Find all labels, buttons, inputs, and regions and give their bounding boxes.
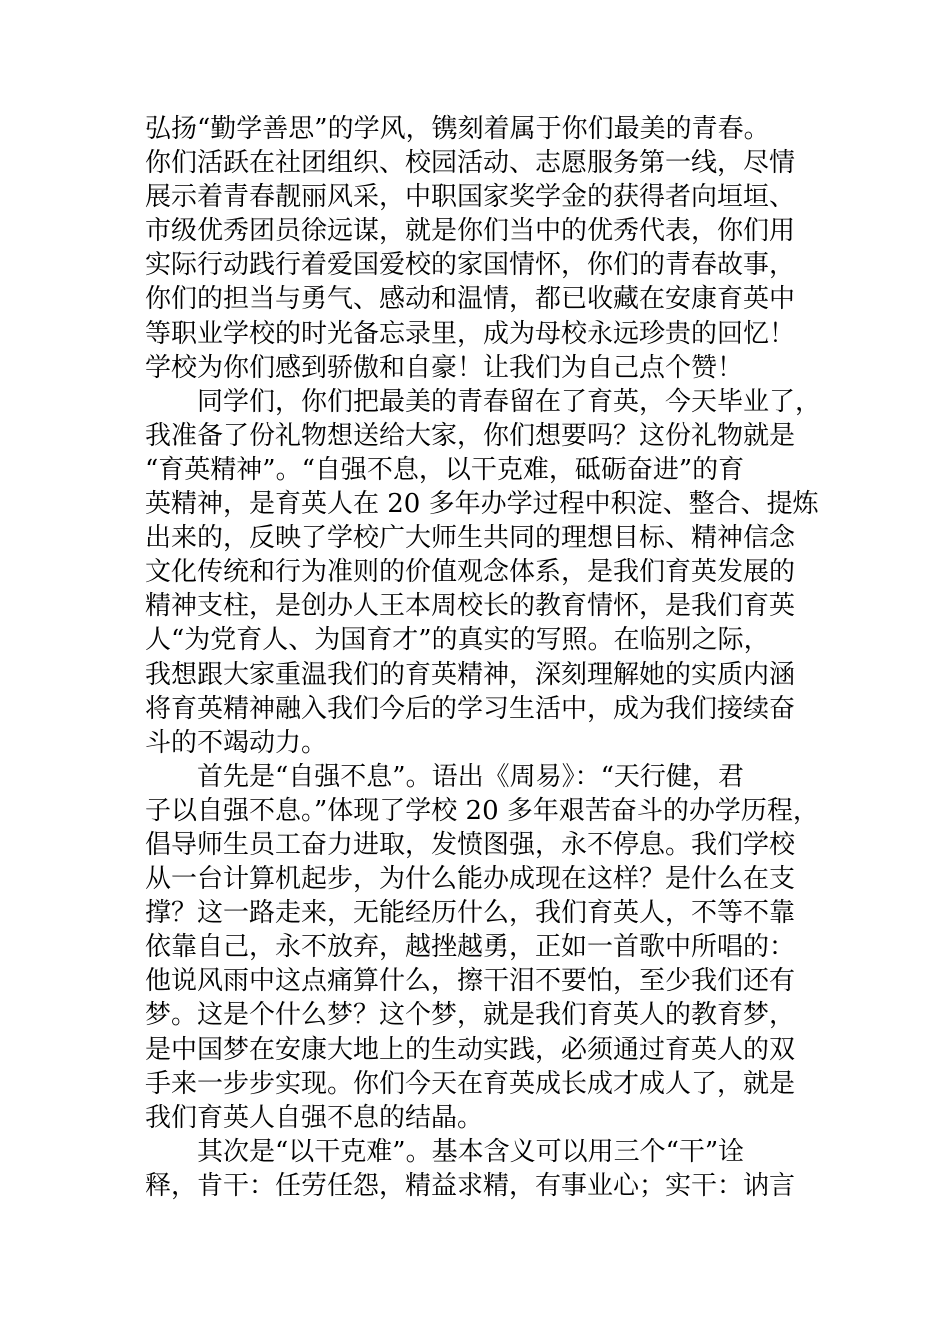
text-line: 释，肯干：任劳任怨，精益求精，有事业心；实干：讷言 [145, 1170, 796, 1201]
text-line: 精神支柱，是创办人王本周校长的教育情怀，是我们育英 [145, 591, 796, 622]
text-line: 等职业学校的时光备忘录里，成为母校永远珍贵的回忆！ [145, 318, 796, 349]
text-line: 展示着青春靓丽风采，中职国家奖学金的获得者向垣垣、 [145, 182, 796, 213]
text-line: 学校为你们感到骄傲和自豪！让我们为自己点个赞！ [145, 352, 744, 383]
paragraph-first-line: 其次是“以干克难”。基本含义可以用三个“干”诠 [197, 1136, 745, 1167]
text-line: 是中国梦在安康大地上的生动实践，必须通过育英人的双 [145, 1034, 796, 1065]
text-line: 从一台计算机起步，为什么能办成现在这样？是什么在支 [145, 864, 796, 895]
text-line: 你们活跃在社团组织、校园活动、志愿服务第一线，尽情 [145, 148, 796, 179]
text-line: 弘扬“勤学善思”的学风，镌刻着属于你们最美的青春。 [145, 114, 770, 144]
text-line: 英精神，是育英人在 20 多年办学过程中积淀、整合、提炼 [145, 489, 819, 520]
text-line: 斗的不竭动力。 [145, 727, 328, 758]
text-line: 将育英精神融入我们今后的学习生活中，成为我们接续奋 [145, 693, 796, 724]
text-line: 撑？这一路走来，无能经历什么，我们育英人，不等不靠 [145, 898, 796, 929]
text-line: 我们育英人自强不息的结晶。 [145, 1102, 484, 1133]
text-line: 我想跟大家重温我们的育英精神，深刻理解她的实质内涵 [145, 659, 796, 690]
text-line: 出来的，反映了学校广大师生共同的理想目标、精神信念 [145, 523, 796, 554]
text-line: 实际行动践行着爱国爱校的家国情怀，你们的青春故事， [145, 250, 796, 281]
paragraph-first-line: 首先是“自强不息”。语出《周易》：“天行健，君 [197, 761, 744, 792]
text-line: 你们的担当与勇气、感动和温情，都已收藏在安康育英中 [145, 284, 796, 315]
paragraph-first-line: 同学们，你们把最美的青春留在了育英，今天毕业了， [197, 386, 822, 417]
text-line: 他说风雨中这点痛算什么，擦干泪不要怕，至少我们还有 [145, 966, 796, 997]
text-line: 手来一步步实现。你们今天在育英成长成才成人了，就是 [145, 1068, 796, 1099]
text-line: 人“为党育人、为国育才”的真实的写照。在临别之际， [145, 625, 770, 656]
text-line: 梦。这是个什么梦？这个梦，就是我们育英人的教育梦， [145, 1000, 796, 1031]
text-line: 市级优秀团员徐远谋，就是你们当中的优秀代表，你们用 [145, 216, 796, 247]
text-line: 倡导师生员工奋力进取，发愤图强，永不停息。我们学校 [145, 829, 796, 860]
body-text [145, 112, 822, 1203]
text-line: 我准备了份礼物想送给大家，你们想要吗？这份礼物就是 [145, 420, 796, 451]
text-line: 文化传统和行为准则的价值观念体系，是我们育英发展的 [145, 557, 796, 588]
text-line: 依靠自己，永不放弃，越挫越勇，正如一首歌中所唱的： [145, 932, 796, 963]
text-line: “育英精神”。“自强不息，以干克难，砥砺奋进”的育 [145, 454, 745, 485]
text-line: 子以自强不息。”体现了学校 20 多年艰苦奋斗的办学历程， [145, 795, 819, 826]
